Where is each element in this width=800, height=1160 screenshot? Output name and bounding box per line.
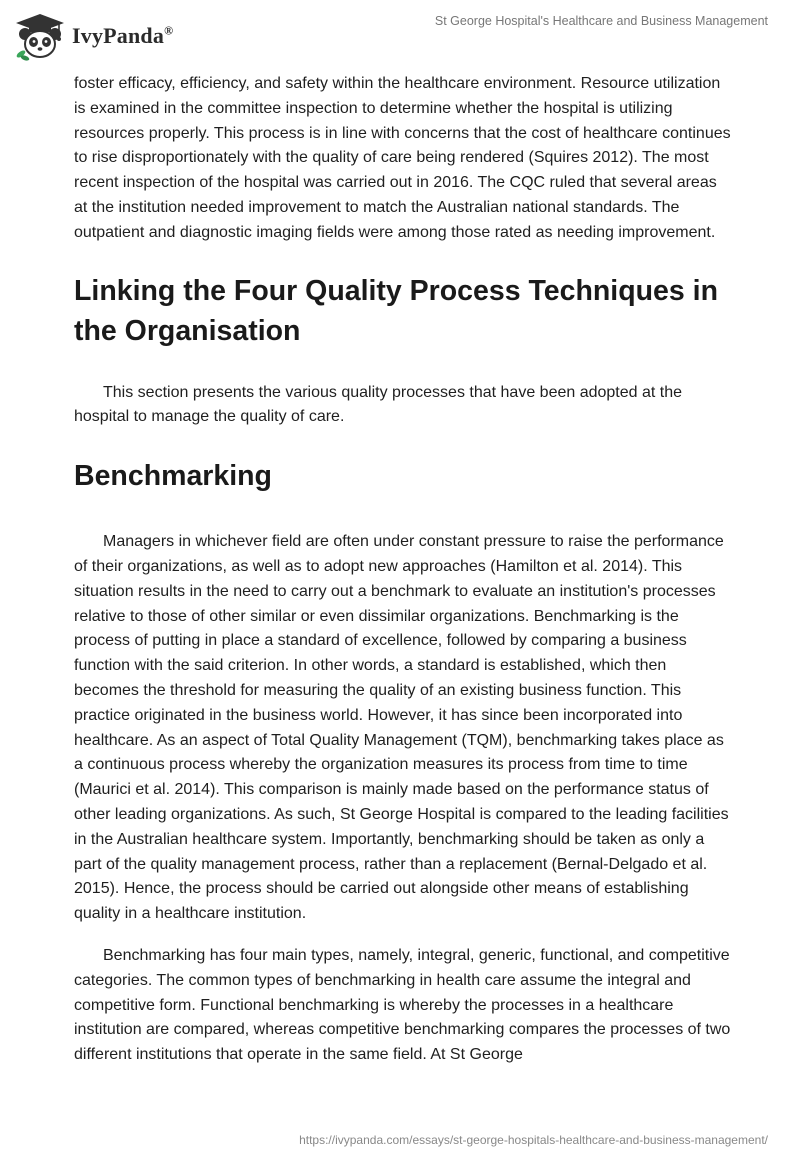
essay-content (74, 70, 734, 1068)
heading-benchmarking: Benchmarking (74, 460, 272, 493)
document-title: St George Hospital's Healthcare and Business Management (434, 14, 768, 28)
source-url[interactable]: https://ivypanda.com/essays/st-george-hospitals-healthcare-and-business-management/ (299, 1133, 768, 1147)
brand-name: IvyPanda® (72, 23, 174, 48)
registered-mark: ® (164, 23, 174, 38)
panda-graduate-icon (12, 8, 68, 64)
ivypanda-logo[interactable] (12, 8, 173, 64)
intro-paragraph: foster efficacy, efficiency, and safety within the healthcare environment. Resource utilization is examined in the committee inspection to determine whether the hospital is utilizing resources properly. This process is in line with concerns that the cost of healthcare continues to rise disproportionately with the quality of care being rendered (Squires 2012). The most recent inspection of the hospital was carried out in 2016. The CQC ruled that several areas at the institution needed improvement to match the Australian national standards. The outpatient and diagnostic imaging fields were among those rated as needing improvement. (74, 75, 731, 241)
heading-linking-quality-processes: Linking the Four Quality Process Techniques in the Organisation (74, 274, 718, 347)
benchmarking-paragraph-2: Benchmarking has four main types, namely, integral, generic, functional, and competitive categories. The common types of benchmarking in health care assume the integral and competitive form. Functional benchmarking is whereby the processes in a healthcare institution are compared, whereas competitive benchmarking compares the processes of two different institutions that operate in the same field. At St George (74, 946, 731, 1064)
page-header (0, 0, 800, 70)
linking-paragraph: This section presents the various quality processes that have been adopted at the hospital to manage the quality of care. (74, 383, 683, 426)
benchmarking-paragraph-1: Managers in whichever field are often under constant pressure to raise the performance of their organizations, as well as to adopt new approaches (Hamilton et al. 2014). This situation results in the need to carry out a benchmark to evaluate an institution's processes relative to those of other similar or even dissimilar organizations. Benchmarking is the process of putting in place a standard of excellence, followed by comparing a business function with the said criterion. In other words, a standard is established, which then becomes the threshold for measuring the quality of an existing business function. This practice originated in the business world. However, it has since been incorporated into healthcare. As an aspect of Total Quality Management (TQM), benchmarking takes place as a continuous process whereby the organization measures its process from time to time (Maurici et al. 2014). This comparison is mainly made based on the performance status of other leading organizations. As such, St George Hospital is compared to the leading facilities in the Australian healthcare system. Importantly, benchmarking should be taken as only a part of the quality management process, rather than a replacement (Bernal-Delgado et al. 2015). Hence, the process should be carried out alongside other means of establishing quality in a healthcare institution. (74, 533, 729, 923)
